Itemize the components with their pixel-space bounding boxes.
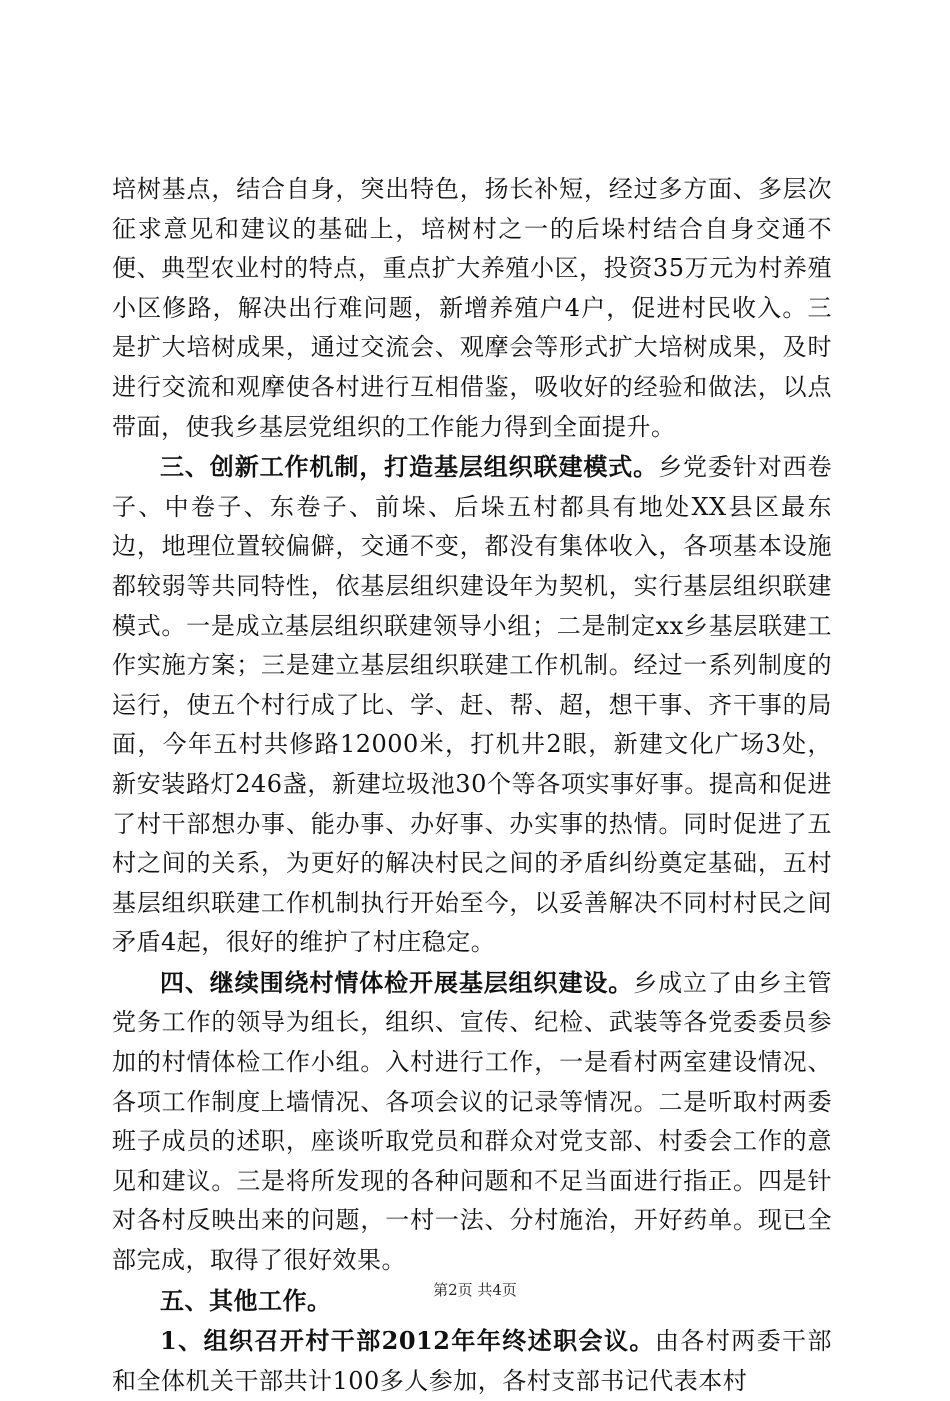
section-heading: 五、其他工作。 — [160, 1285, 332, 1315]
document-body — [112, 170, 832, 1401]
paragraph-item-1 — [112, 1321, 832, 1401]
paragraph-text: 乡党委针对西卷子、中卷子、东卷子、前垛、后垛五村都具有地处XX县区最东边，地理位置较偏僻，交通不变，都没有集体收入，各项基本设施都较弱等共同特性，依基层组织建设年为契机，实行基层组织联建模式。一是成立基层组织联建领导小组；二是制定xx乡基层联建工作实施方案；三是建立基层组织联建工作机制。经过一系列制度的运行，使五个村行成了比、学、赶、帮、超，想干事、齐干事的局面，今年五村共修路12000米，打机井2眼，新建文化广场3处，新安装路灯246盏，新建垃圾池30个等各项实事好事。提高和促进了村干部想办事、能办事、办好事、办实事的热情。同时促进了五村之间的关系，为更好的解决村民之间的矛盾纠纷奠定基础，五村基层组织联建工作机制执行开始至今，以妥善解决不同村村民之间矛盾4起，很好的维护了村庄稳定。 — [112, 453, 833, 957]
paragraph-continuation — [112, 170, 832, 447]
section-heading: 四、继续围绕村情体检开展基层组织建设。 — [160, 967, 634, 997]
paragraph-section-3 — [112, 447, 832, 963]
paragraph-text: 乡成立了由乡主管党务工作的领导为组长，组织、宣传、纪检、武装等各党委委员参加的村情体检工作小组。入村进行工作，一是看村两室建设情况、各项工作制度上墙情况、各项会议的记录等情况。二是听取村两委班子成员的述职，座谈听取党员和群众对党支部、村委会工作的意见和建议。三是将所发现的各种问题和不足当面进行指正。四是针对各村反映出来的问题，一村一法、分村施治，开好药单。现已全部完成，取得了很好效果。 — [112, 968, 832, 1275]
paragraph-section-4 — [112, 963, 832, 1281]
section-heading: 三、创新工作机制，打造基层组织联建模式。 — [160, 452, 659, 482]
paragraph-text: 由各村两委干部和全体机关干部共计100多人参加，各村支部书记代表本村 — [112, 1327, 832, 1395]
item-heading: 1、组织召开村干部2012年年终述职会议。 — [160, 1326, 655, 1356]
page-number-footer: 第2页 共4页 — [433, 1281, 517, 1299]
paragraph-text: 培树基点，结合自身，突出特色，扬长补短，经过多方面、多层次征求意见和建议的基础上，培树村之一的后垛村结合自身交通不便、典型农业村的特点，重点扩大养殖小区，投资35万元为村养殖小区修路，解决出行难问题，新增养殖户4户，促进村民收入。三是扩大培树成果，通过交流会、观摩会等形式扩大培树成果，及时进行交流和观摩使各村进行互相借鉴，吸收好的经验和做法，以点带面，使我乡基层党组织的工作能力得到全面提升。 — [112, 175, 832, 441]
